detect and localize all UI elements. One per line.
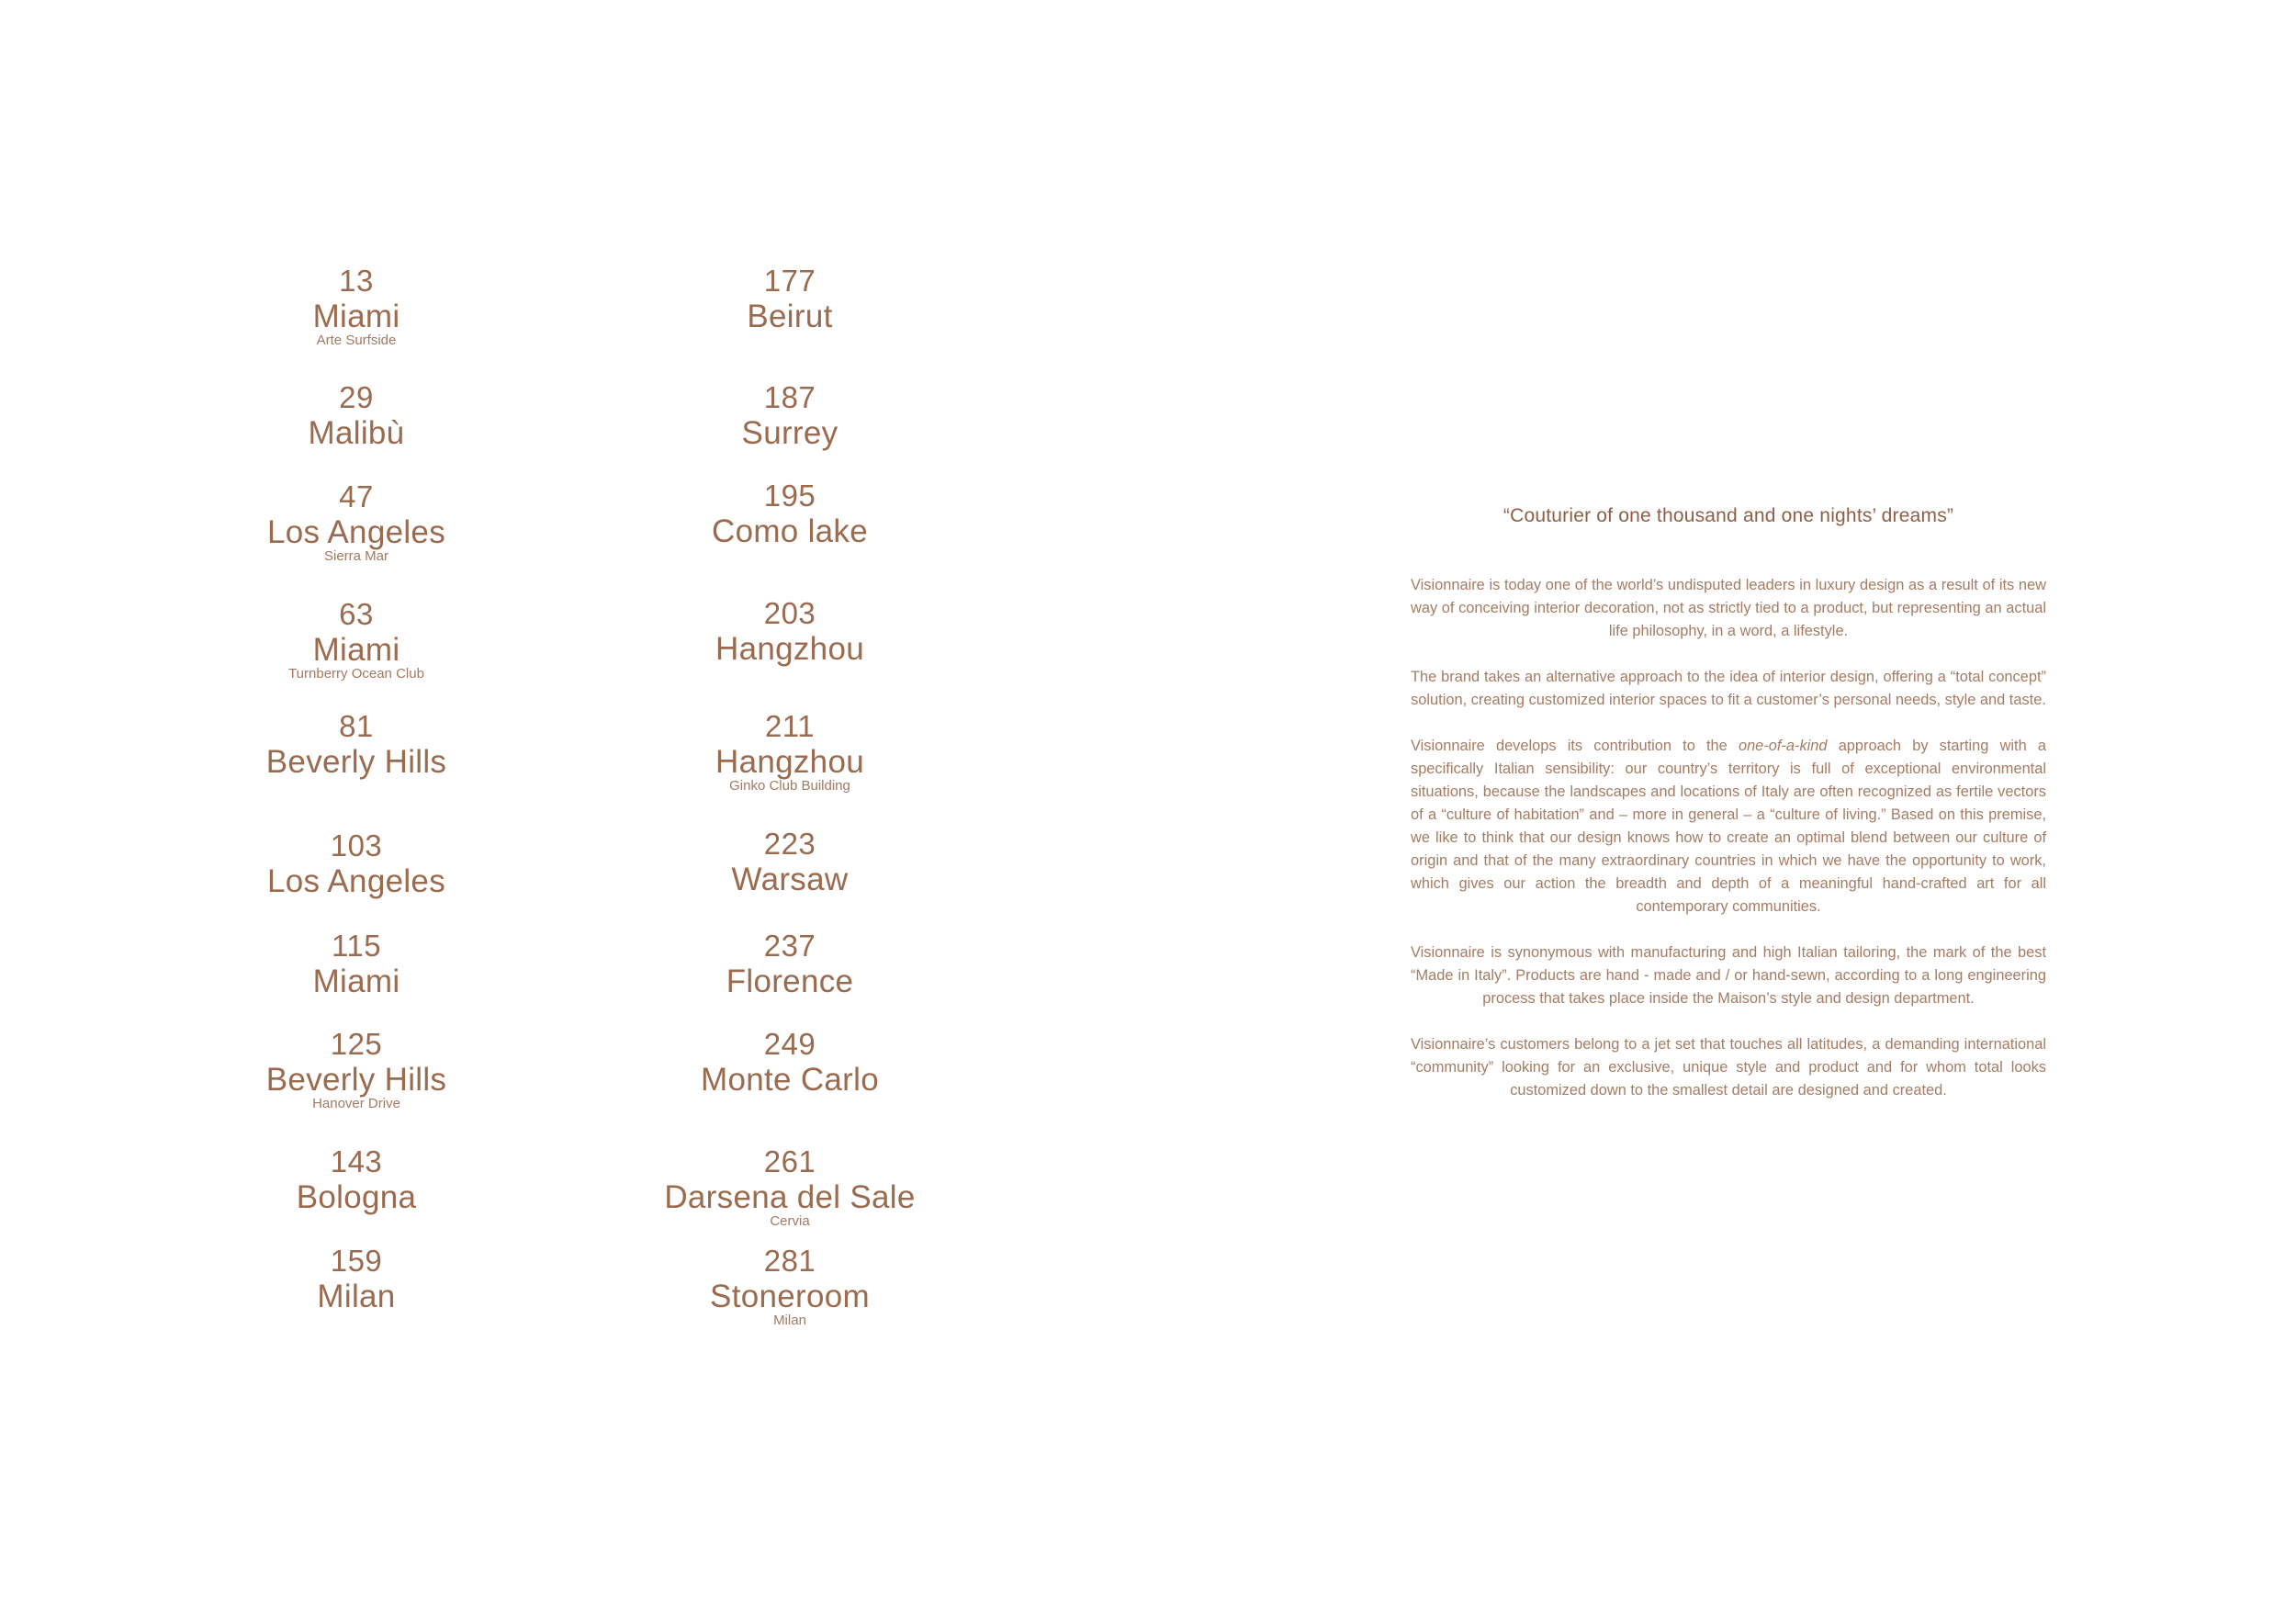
article-quote: “Couturier of one thousand and one nights’ dreams”: [1503, 505, 1954, 526]
project-city: Hangzhou: [715, 631, 864, 667]
project-subtitle: Cervia: [770, 1213, 810, 1229]
project-entry: [560, 598, 1019, 666]
project-subtitle: Hanover Drive: [312, 1096, 400, 1111]
project-city: Milan: [317, 1279, 396, 1314]
article-emphasis: one-of-a-kind: [1738, 738, 1828, 754]
project-number: 195: [763, 479, 816, 513]
project-city: Miami: [312, 299, 400, 334]
project-city: Beverly Hills: [265, 1062, 447, 1098]
project-entry: [127, 1245, 586, 1313]
project-entry: [127, 265, 586, 347]
project-entry: [560, 1146, 1019, 1228]
project-city: Miami: [312, 632, 400, 668]
project-city: Miami: [312, 964, 400, 999]
project-subtitle: Milan: [773, 1313, 806, 1328]
article-paragraph: [1411, 735, 2046, 919]
project-entry: [127, 481, 586, 563]
article-paragraph: Visionnaire is synonymous with manufacturing and high Italian tailoring, the mark of the best “Made in Italy”. Products are hand - made and / or hand-sewn, according to a long engineering process that takes place inside the Maison’s style and design department.: [1411, 944, 2046, 1007]
project-city: Stoneroom: [710, 1279, 870, 1314]
project-entry: [560, 828, 1019, 896]
project-subtitle: Turnberry Ocean Club: [288, 666, 424, 682]
project-city: Monte Carlo: [701, 1062, 879, 1098]
project-number: 47: [339, 479, 374, 513]
project-number: 63: [339, 597, 374, 631]
project-number: 261: [763, 1144, 816, 1178]
project-number: 223: [763, 827, 816, 861]
article-paragraph: The brand takes an alternative approach to the idea of interior design, offering a “total concept” solution, creating customized interior spaces to fit a customer’s personal needs, style and taste.: [1411, 669, 2046, 708]
project-subtitle: Sierra Mar: [323, 548, 388, 564]
project-number: 177: [763, 264, 816, 298]
project-entry: [127, 830, 586, 898]
project-city: Bologna: [296, 1179, 417, 1215]
project-city: Malibù: [308, 415, 405, 451]
article-paragraph: Visionnaire’s customers belong to a jet set that touches all latitudes, a demanding international “community” looking for an exclusive, unique style and product and for whom total looks customized down to the smallest detail are designed and created.: [1411, 1036, 2046, 1099]
project-subtitle: Arte Surfside: [316, 332, 397, 348]
brand-article: [1411, 505, 2046, 1125]
project-entry: [127, 1029, 586, 1110]
project-entry: [127, 599, 586, 681]
project-number: 203: [763, 596, 816, 630]
project-number: 159: [330, 1244, 383, 1278]
project-number: 249: [763, 1027, 816, 1061]
article-text: Visionnaire develops its contribution to the: [1411, 738, 1739, 754]
project-entry: [560, 711, 1019, 793]
project-entry: [127, 382, 586, 450]
project-number: 115: [331, 929, 382, 963]
project-entry: [560, 930, 1019, 998]
project-entry: [560, 1029, 1019, 1097]
project-city: Florence: [726, 964, 854, 999]
project-number: 103: [330, 828, 383, 862]
project-city: Beverly Hills: [265, 744, 447, 780]
project-city: Los Angeles: [266, 514, 445, 550]
project-city: Hangzhou: [715, 744, 864, 780]
article-paragraph: Visionnaire is today one of the world’s undisputed leaders in luxury design as a result of its new way of conceiving interior decoration, not as strictly tied to a product, but representing an actual life philosophy, in a word, a lifestyle.: [1411, 577, 2046, 639]
article-text: approach by starting with a specifically Italian sensibility: our country’s territory is full of exceptional environmental situations, because the landscapes and locations of Italy are often recognized as fertile vectors of a “culture of habitation” and – more in general – a “culture of living.” Based on this premise, we like to think that our design knows how to create an optimal blend between our culture of origin and that of the many extraordinary countries in which we have the opportunity to work, which gives our action the breadth and depth of a meaningful hand-crafted art for all contemporary communities.: [1411, 738, 2046, 915]
project-entry: [560, 1245, 1019, 1327]
project-entry: [560, 265, 1019, 333]
project-city: Los Angeles: [266, 863, 445, 899]
project-entry: [127, 1146, 586, 1214]
project-entry: [560, 382, 1019, 450]
project-city: Beirut: [747, 299, 833, 334]
project-number: 81: [339, 709, 374, 743]
project-number: 13: [339, 264, 374, 298]
project-entry: [127, 930, 586, 998]
project-entry: [127, 711, 586, 779]
project-number: 237: [763, 929, 816, 963]
project-number: 281: [763, 1244, 816, 1278]
project-entry: [560, 480, 1019, 548]
project-number: 211: [764, 709, 816, 743]
project-number: 29: [339, 380, 374, 414]
project-city: Surrey: [741, 415, 838, 451]
project-subtitle: Ginko Club Building: [729, 778, 850, 794]
project-city: Warsaw: [731, 862, 849, 897]
project-city: Como lake: [712, 513, 868, 549]
project-number: 187: [763, 380, 816, 414]
project-city: Darsena del Sale: [664, 1179, 916, 1215]
project-number: 125: [330, 1027, 383, 1061]
project-number: 143: [330, 1144, 383, 1178]
